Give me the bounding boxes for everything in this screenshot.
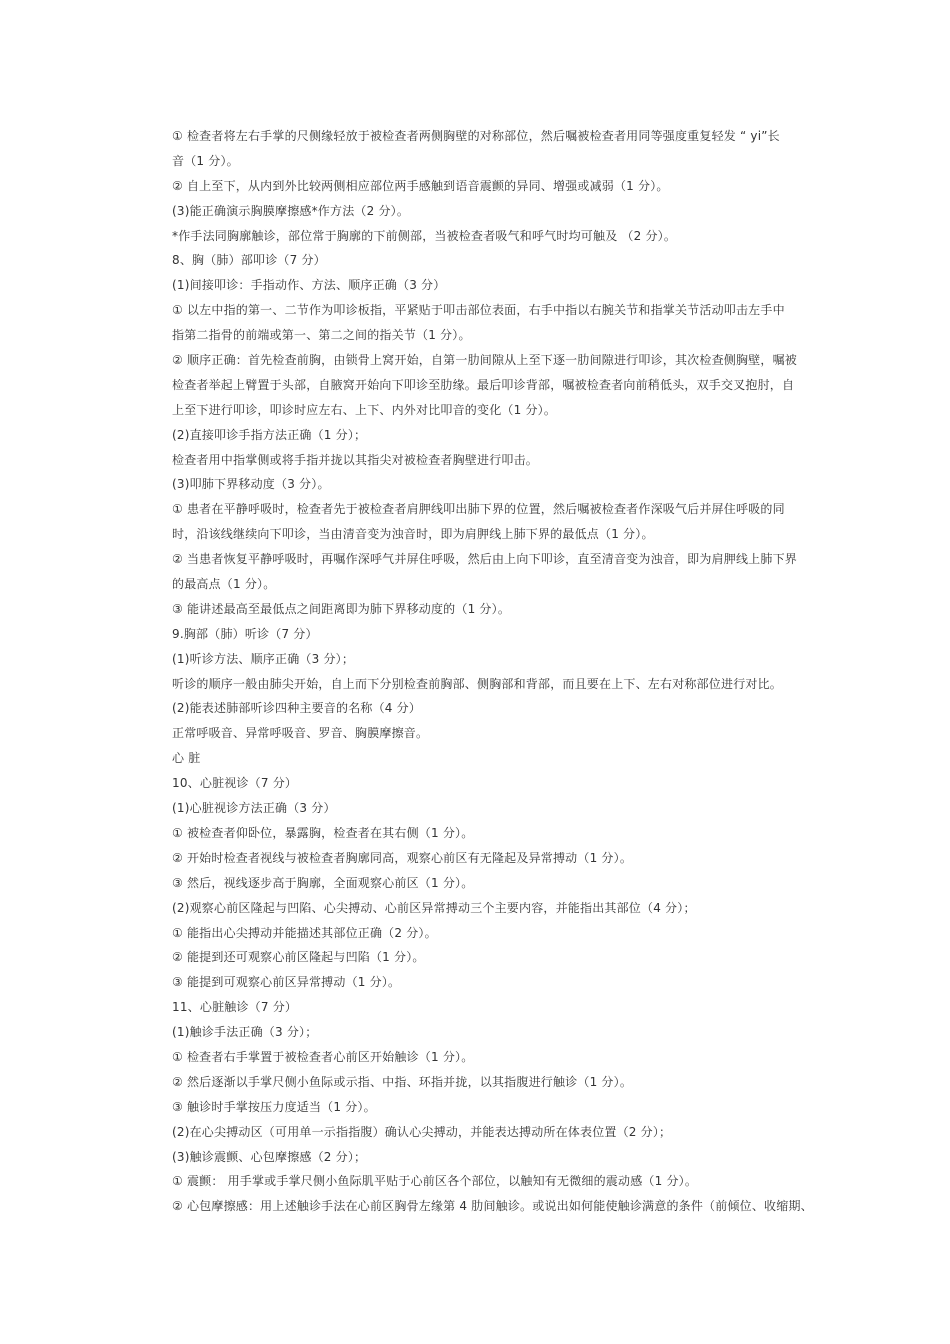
text-line: ① 震颤： 用手掌或手掌尺侧小鱼际肌平贴于心前区各个部位，以触知有无微细的震动感（1 分）。 [172,1174,698,1189]
text-line: *作手法同胸廓触诊，部位常于胸廓的下前侧部，当被检查者吸气和呼气时均可触及 （2 分）。 [172,228,677,243]
text-line: ② 当患者恢复平静呼吸时，再嘱作深呼气并屏住呼吸，然后由上向下叩诊，直至清音变为浊音，即为肩胛线上肺下界 [172,552,797,567]
text-line: (3)能正确演示胸膜摩擦感*作方法（2 分）。 [172,203,410,218]
text-line: ② 心包摩擦感：用上述触诊手法在心前区胸骨左缘第 4 肋间触诊。或说出如何能使触诊满意的条件（前倾位、收缩期、 [172,1199,813,1214]
text-line: 听诊的顺序一般由肺尖开始，自上而下分别检查前胸部、侧胸部和背部，而且要在上下、左右对称部位进行对比。 [172,676,783,691]
text-line: (1)间接叩诊：手指动作、方法、顺序正确（3 分） [172,278,446,293]
text-line: ③ 能讲述最高至最低点之间距离即为肺下界移动度的（1 分）。 [172,601,511,616]
text-line: 8、胸（肺）部叩诊（7 分） [172,253,326,268]
text-line: 时，沿该线继续向下叩诊，当由清音变为浊音时，即为肩胛线上肺下界的最低点（1 分）。 [172,527,654,542]
text-line: (1)心脏视诊方法正确（3 分） [172,801,336,816]
text-line: ① 能指出心尖搏动并能描述其部位正确（2 分）。 [172,925,437,940]
text-line: ① 以左中指的第一、二节作为叩诊板指，平紧贴于叩击部位表面，右手中指以右腕关节和指掌关节活动叩击左手中 [172,303,785,318]
text-line: (2)直接叩诊手指方法正确（1 分）； [172,427,367,442]
text-line: ② 自上至下，从内到外比较两侧相应部位两手感触到语音震颤的异同、增强或减弱（1 分）。 [172,178,669,193]
text-line: 音（1 分）。 [172,153,239,168]
text-line: (2)能表述肺部听诊四种主要音的名称（4 分） [172,701,422,716]
text-line: ② 能提到还可观察心前区隆起与凹陷（1 分）。 [172,950,425,965]
text-line: 的最高点（1 分）。 [172,577,276,592]
text-line: ① 检查者将左右手掌的尺侧缘轻放于被检查者两侧胸壁的对称部位，然后嘱被检查者用同等强度重复轻发 “ yi”长 [172,129,780,143]
text-line: ② 顺序正确：首先检查前胸，由锁骨上窝开始，自第一肋间隙从上至下逐一肋间隙进行叩诊，其次检查侧胸壁，嘱被 [172,353,797,368]
document-body [172,124,820,1219]
text-line: 正常呼吸音、异常呼吸音、罗音、胸膜摩擦音。 [172,726,429,741]
text-line: ② 然后逐渐以手掌尺侧小鱼际或示指、中指、环指并拢，以其指腹进行触诊（1 分）。 [172,1074,633,1089]
text-line: (1)听诊方法、顺序正确（3 分）； [172,651,355,666]
text-line: (2)观察心前区隆起与凹陷、心尖搏动、心前区异常搏动三个主要内容，并能指出其部位（4 分）； [172,900,696,915]
text-line: ① 被检查者仰卧位，暴露胸，检查者在其右侧（1 分）。 [172,825,474,840]
text-line: (1)触诊手法正确（3 分）； [172,1025,318,1040]
text-line: ③ 触诊时手掌按压力度适当（1 分）。 [172,1099,376,1114]
text-line: ① 检查者右手掌置于被检查者心前区开始触诊（1 分）。 [172,1049,474,1064]
text-line: (3)叩肺下界移动度（3 分）。 [172,477,330,492]
text-line: (3)触诊震颤、心包摩擦感（2 分）； [172,1149,367,1164]
text-line: ① 患者在平静呼吸时，检查者先于被检查者肩胛线叩出肺下界的位置，然后嘱被检查者作深吸气后并屏住呼吸的同 [172,502,785,517]
text-line: 指第二指骨的前端或第一、第二之间的指关节（1 分）。 [172,328,471,343]
text-line: 检查者用中指掌侧或将手指并拢以其指尖对被检查者胸壁进行叩击。 [172,452,539,467]
text-line: 检查者举起上臂置于头部，自腋窝开始向下叩诊至肋缘。最后叩诊背部，嘱被检查者向前稍低头，双手交叉抱肘，自 [172,377,795,392]
text-line: 10、心脏视诊（7 分） [172,776,298,791]
text-line: 11、心脏触诊（7 分） [172,1000,298,1015]
text-line: ② 开始时检查者视线与被检查者胸廓同高，观察心前区有无隆起及异常搏动（1 分）。 [172,850,633,865]
text-line: ③ 能提到可观察心前区异常搏动（1 分）。 [172,975,401,990]
text-line: 9.胸部（肺）听诊（7 分） [172,626,318,641]
text-line: 上至下进行叩诊，叩诊时应左右、上下、内外对比叩音的变化（1 分）。 [172,402,557,417]
text-line: (2)在心尖搏动区（可用单一示指指腹）确认心尖搏动，并能表达搏动所在体表位置（2 分）； [172,1124,672,1139]
text-line: 心 脏 [172,751,201,766]
text-line: ③ 然后，视线逐步高于胸廓，全面观察心前区（1 分）。 [172,875,474,890]
